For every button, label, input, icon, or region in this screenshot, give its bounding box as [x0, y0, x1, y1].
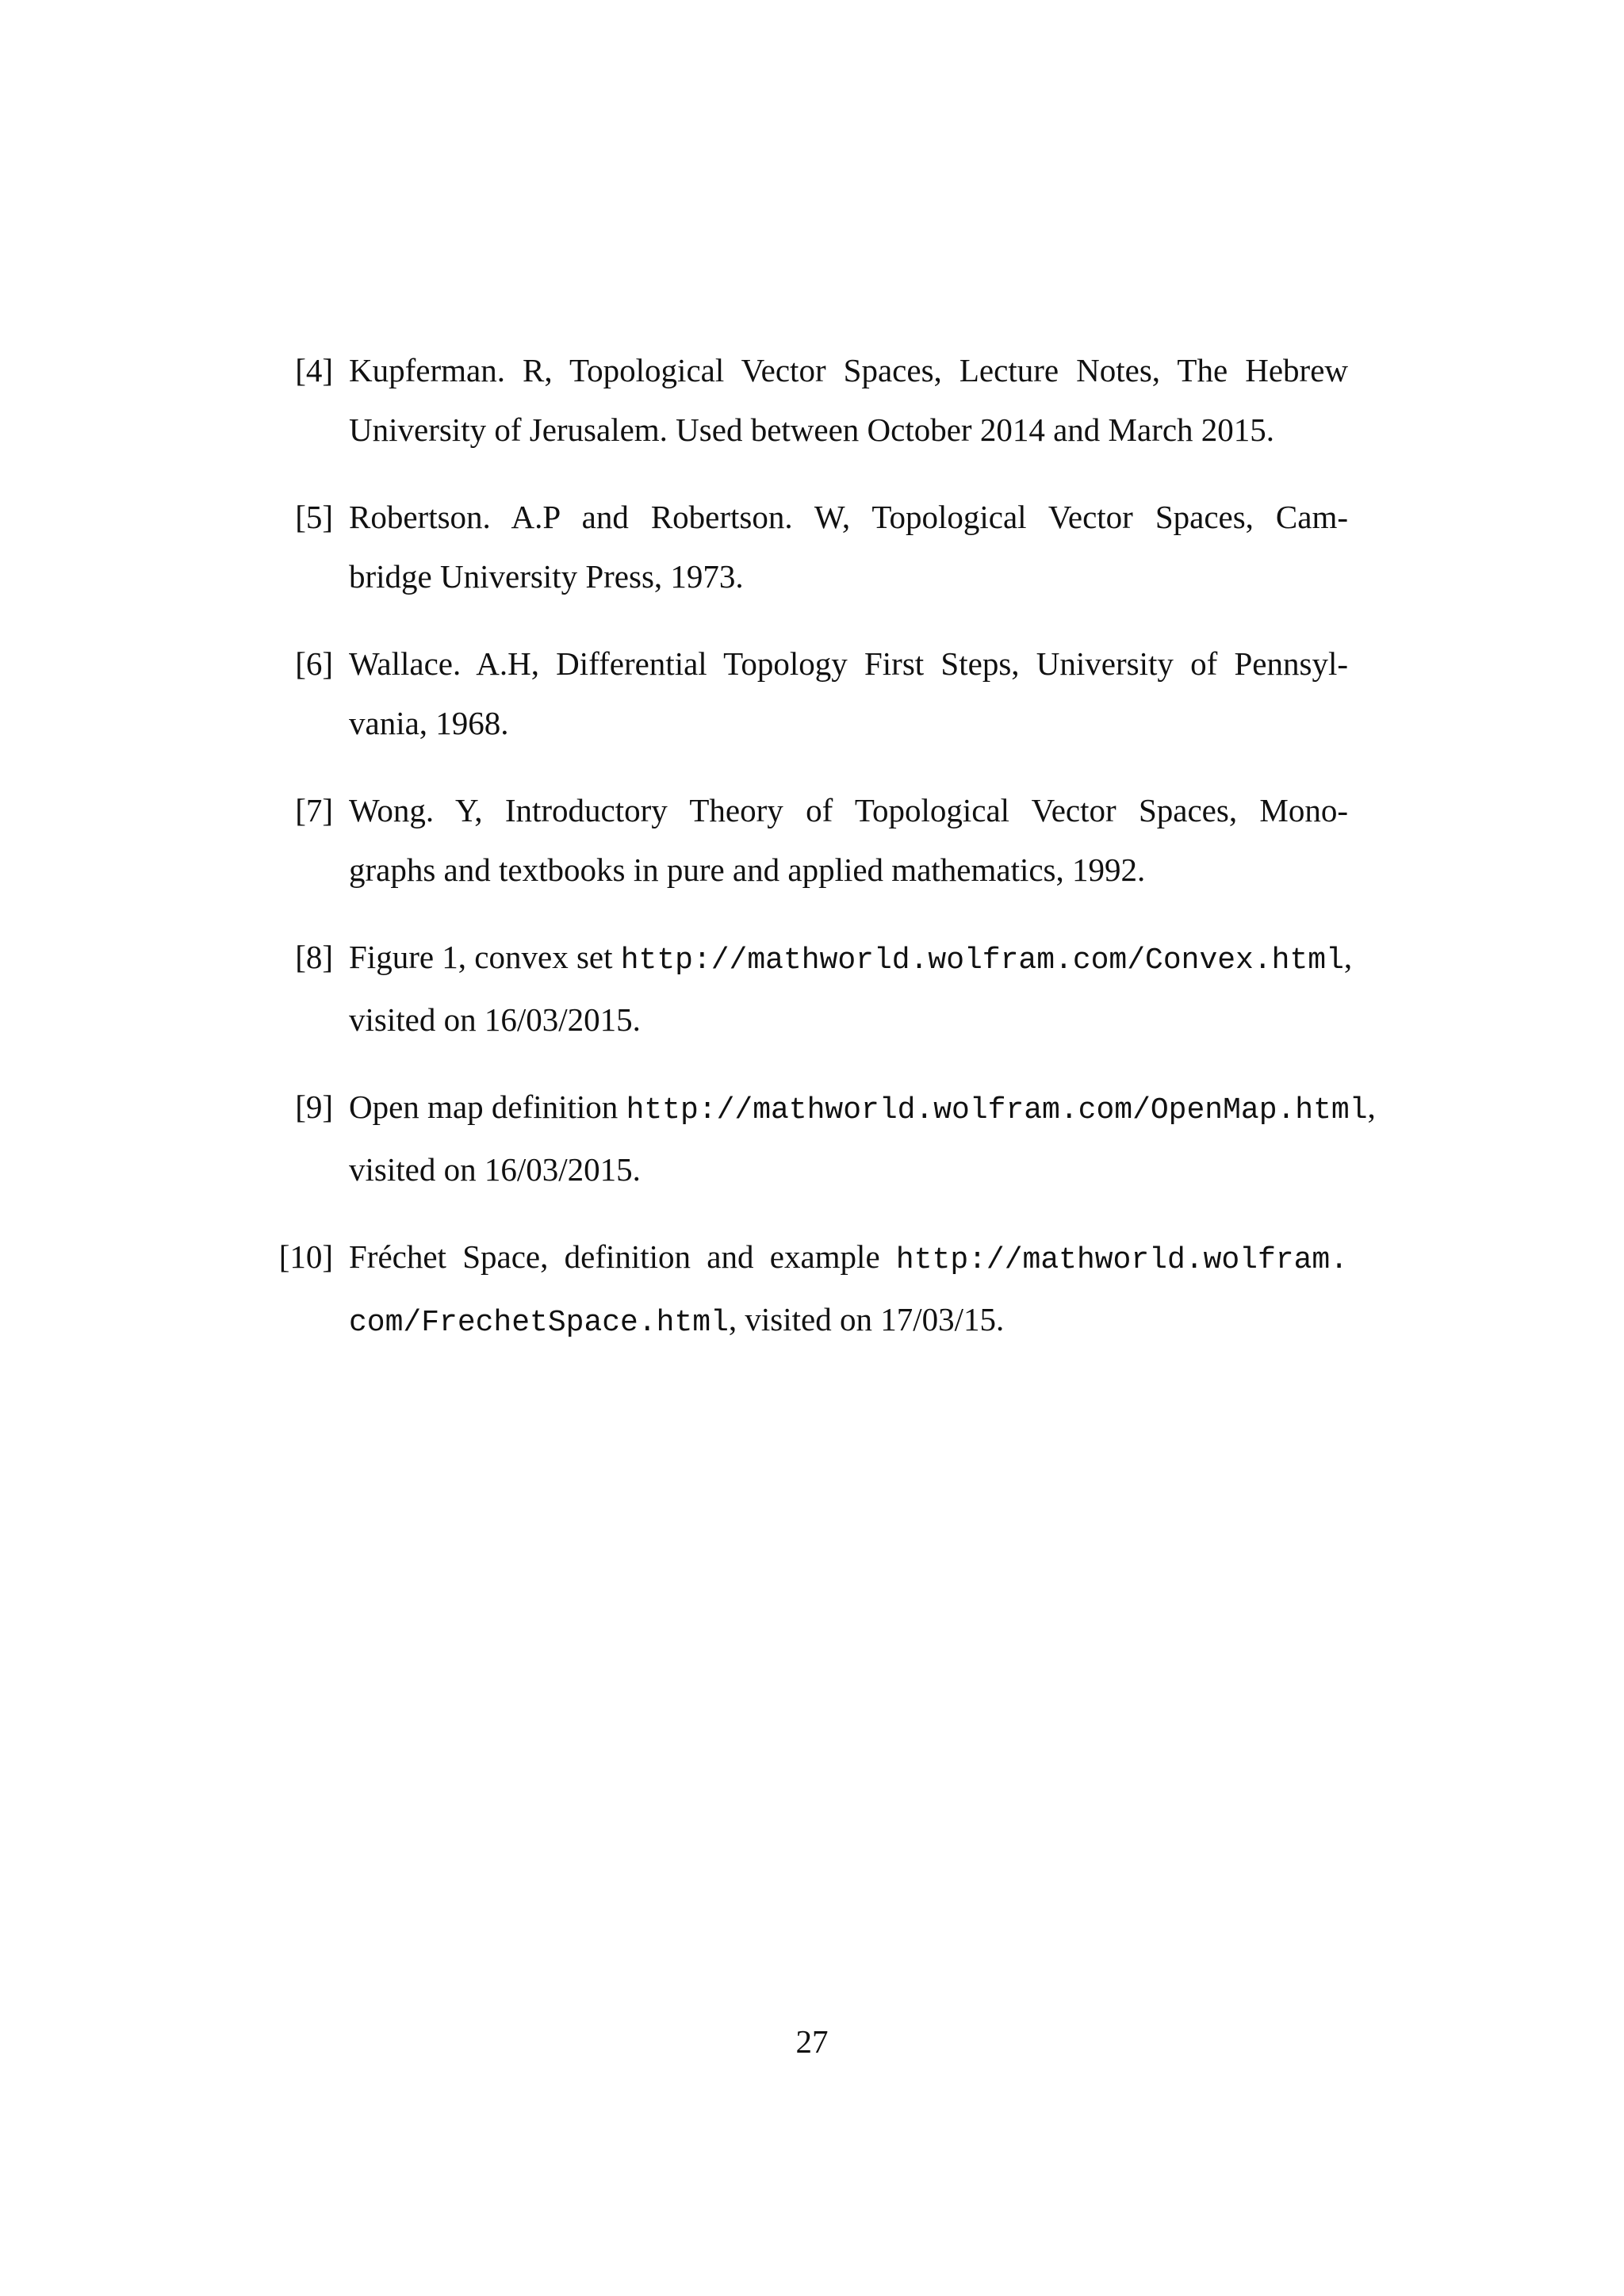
reference-text-line: Robertson. A.P and Robertson. W, Topological Vector Spaces, Cam-: [349, 499, 1348, 535]
reference-text: ,: [1367, 1089, 1376, 1125]
reference-text: , visited on 17/03/15.: [728, 1301, 1005, 1337]
reference-9: [270, 1077, 1376, 1200]
reference-text-line: visited on 16/03/2015.: [349, 1151, 641, 1188]
reference-label: [9]: [295, 1089, 333, 1125]
reference-text: Figure 1, convex set: [349, 939, 621, 975]
reference-text-line: [349, 1290, 1348, 1353]
reference-10: [270, 1227, 1348, 1353]
reference-6: [270, 634, 1348, 753]
reference-url-link[interactable]: com/FrechetSpace.html: [349, 1306, 729, 1340]
reference-text: ,: [1343, 939, 1353, 975]
reference-text-line: bridge University Press, 1973.: [349, 558, 744, 595]
reference-text-line: graphs and textbooks in pure and applied mathematics, 1992.: [349, 851, 1146, 888]
reference-text-line: [349, 1077, 1376, 1140]
reference-text-line: University of Jerusalem. Used between October 2014 and March 2015.: [349, 411, 1275, 448]
reference-url-link[interactable]: http://mathworld.wolfram.com/Convex.html: [620, 943, 1344, 978]
reference-text-line: vania, 1968.: [349, 705, 509, 741]
reference-label: [8]: [295, 939, 333, 975]
reference-label: [6]: [295, 645, 333, 682]
reference-4: [270, 341, 1348, 460]
reference-url-link[interactable]: http://mathworld.wolfram.com/OpenMap.html: [626, 1093, 1368, 1127]
reference-url-link[interactable]: http://mathworld.wolfram.: [895, 1243, 1348, 1277]
reference-text-line: [349, 928, 1353, 990]
reference-text: Open map definition: [349, 1089, 626, 1125]
reference-7: [270, 781, 1348, 900]
reference-text-line: visited on 16/03/2015.: [349, 1001, 641, 1038]
reference-8: [270, 928, 1353, 1050]
reference-label: [10]: [278, 1238, 333, 1275]
reference-text-line: Kupferman. R, Topological Vector Spaces, Lecture Notes, The Hebrew: [349, 352, 1348, 388]
reference-text-line: Wong. Y, Introductory Theory of Topological Vector Spaces, Mono-: [349, 792, 1348, 828]
reference-label: [4]: [295, 352, 333, 388]
reference-text: Fréchet Space, definition and example: [349, 1238, 896, 1275]
reference-label: [7]: [295, 792, 333, 828]
page-number: 27: [795, 2023, 829, 2060]
reference-text-line: Wallace. A.H, Differential Topology First Steps, University of Pennsyl-: [349, 645, 1348, 682]
reference-label: [5]: [295, 499, 333, 535]
reference-5: [270, 488, 1348, 607]
bibliography-list: [270, 341, 1376, 1380]
reference-text-line: [349, 1227, 1348, 1290]
